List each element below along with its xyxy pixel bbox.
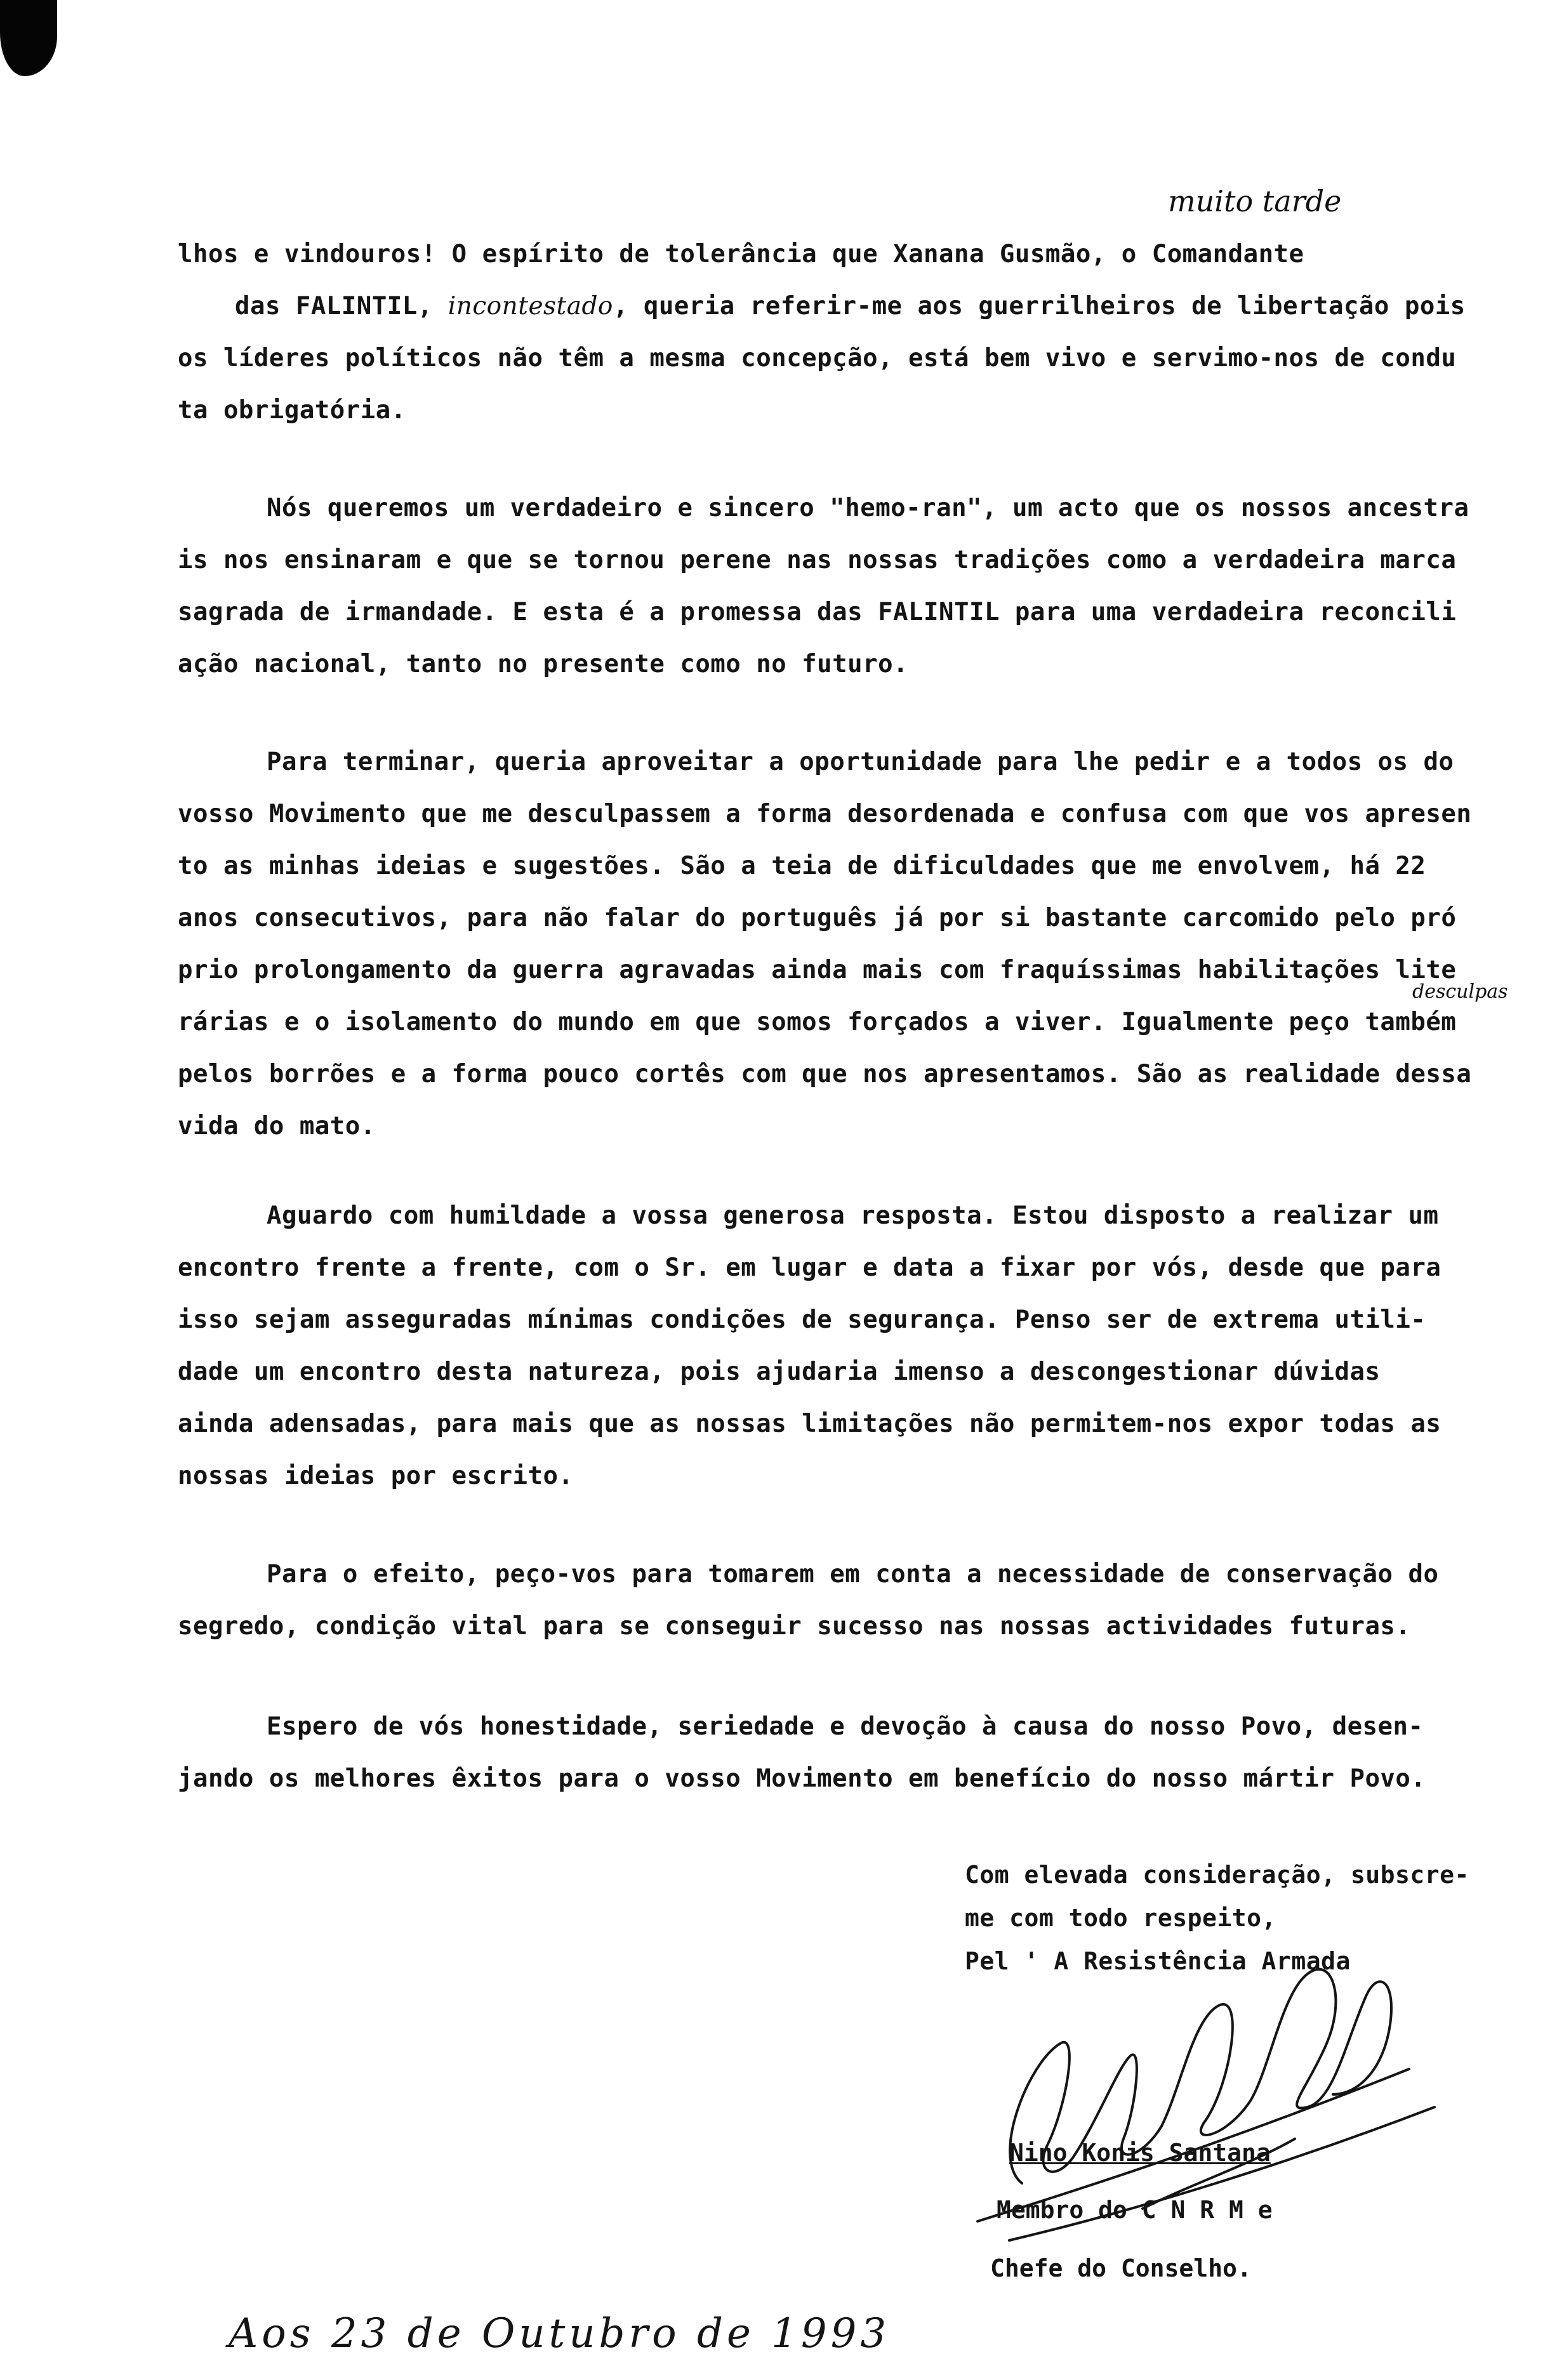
text-line: nossas ideias por escrito. [178,1462,574,1490]
closing-line: me com todo respeito, [965,1904,1276,1932]
text-line: os líderes políticos não têm a mesma concepção, está bem vivo e servimo-nos de condu [178,344,1457,373]
margin-note-top: muito tarde [1168,184,1342,218]
closing-line: Com elevada consideração, subscre- [965,1861,1469,1889]
paragraph-4 [178,1190,1536,1502]
text-line: Aguardo com humildade a vossa generosa resposta. Estou disposto a realizar um [267,1201,1439,1230]
text-line: to as minhas ideias e sugestões. São a teia de dificuldades que me envolvem, há 22 [178,852,1426,880]
text-line: anos consecutivos, para não falar do português já por si bastante carcomido pelo pró [178,904,1457,932]
paragraph-5 [178,1549,1536,1653]
handwritten-date: Aos 23 de Outubro de 1993 [229,2310,891,2357]
paragraph-2 [178,482,1536,691]
paragraph-6 [178,1701,1536,1805]
text-line: sagrada de irmandade. E esta é a promessa das FALINTIL para uma verdadeira reconcili [178,598,1457,626]
text-line: lhos e vindouros! O espírito de tolerância que Xanana Gusmão, o Comandante [178,240,1304,268]
text-line: prio prolongamento da guerra agravadas ainda mais com fraquíssimas habilitações lite [178,956,1457,984]
text-line: Para o efeito, peço-vos para tomarem em conta a necessidade de conservação do [267,1560,1439,1589]
text-line: Para terminar, queria aproveitar a oportunidade para lhe pedir e a todos os do [267,748,1454,776]
text-line: Espero de vós honestidade, seriedade e devoção à causa do nosso Povo, desen- [267,1712,1424,1741]
handwritten-insertion: incontestado [447,292,613,321]
text-line: segredo, condição vital para se conseguir sucesso nas nossas actividades futuras. [178,1612,1411,1641]
paragraph-3 [178,736,1536,1153]
margin-note-desculpas: desculpas [1412,981,1508,1003]
text-segment: , queria referir-me aos guerrilheiros de libertação pois [613,292,1466,321]
text-line: ainda adensadas, para mais que as nossas limitações não permitem-nos expor todas as [178,1410,1441,1438]
text-line: pelos borrões e a forma pouco cortês com que nos apresentamos. São as realidade dessa [178,1060,1472,1088]
text-line: Nós queremos um verdadeiro e sincero "hemo-ran", um acto que os nossos ancestra [267,494,1469,522]
closing-line: Pel ' A Resistência Armada [965,1947,1351,1975]
paragraph-1 [178,228,1536,437]
ink-blot [0,0,57,76]
text-line [178,281,1536,333]
text-line: vida do mato. [178,1112,376,1140]
text-segment: das FALINTIL, [235,292,433,321]
signatory-role: Membro do C N R M e [997,2196,1273,2224]
text-line: rárias e o isolamento do mundo em que somos forçados a viver. Igualmente peço também [178,1008,1457,1036]
text-line: isso sejam asseguradas mínimas condições de segurança. Penso ser de extrema utili- [178,1306,1426,1334]
text-line: encontro frente a frente, com o Sr. em lugar e data a fixar por vós, desde que para [178,1253,1441,1282]
text-line: ação nacional, tanto no presente como no futuro. [178,650,909,678]
text-line: is nos ensinaram e que se tornou perene nas nossas tradições como a verdadeira marca [178,546,1457,574]
signatory-name: Nino Konis Santana [1009,2139,1271,2167]
text-line: vosso Movimento que me desculpassem a forma desordenada e confusa com que vos apresen [178,800,1472,828]
text-line: ta obrigatória. [178,396,406,425]
signatory-role: Chefe do Conselho. [990,2254,1252,2282]
text-line: dade um encontro desta natureza, pois ajudaria imenso a descongestionar dúvidas [178,1358,1381,1386]
text-line: jando os melhores êxitos para o vosso Movimento em benefício do nosso mártir Povo. [178,1764,1426,1793]
